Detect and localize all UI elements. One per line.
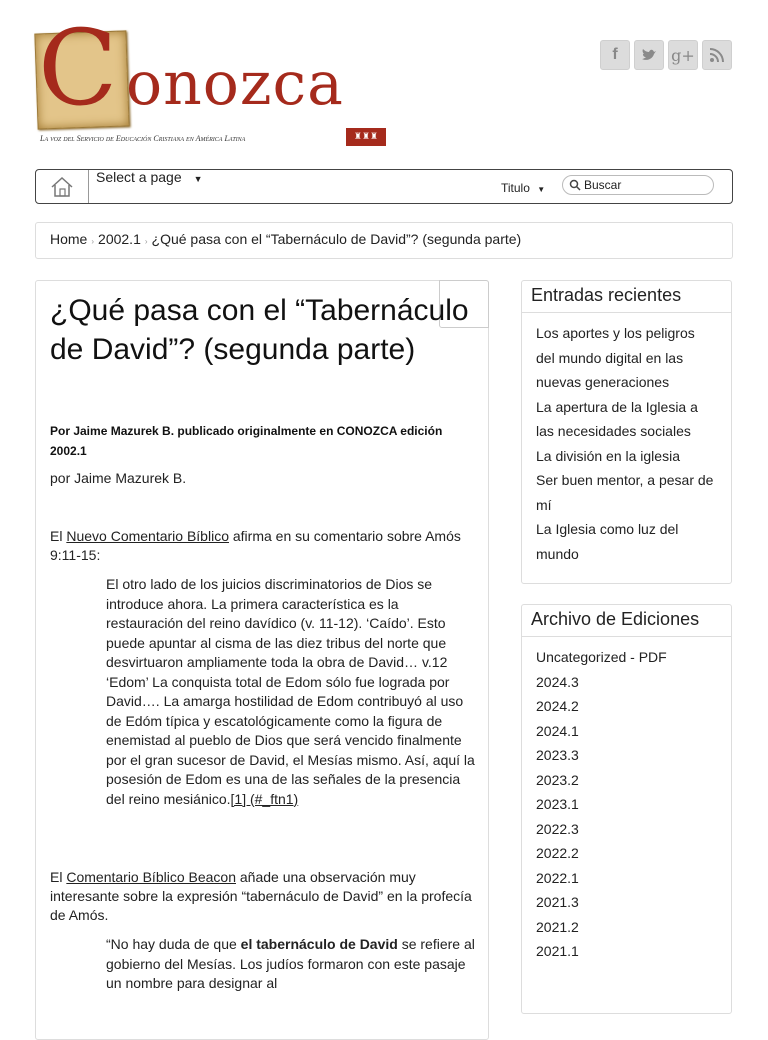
chevron-down-icon: ▼: [537, 185, 546, 194]
main-nav: [35, 169, 733, 204]
archive-item[interactable]: 2024.3: [536, 673, 579, 690]
recent-posts-widget: [521, 280, 732, 584]
facebook-icon[interactable]: f: [600, 40, 630, 70]
archive-item[interactable]: 2023.1: [536, 796, 579, 812]
twitter-icon[interactable]: [634, 40, 664, 70]
article-quote-2: [106, 935, 476, 994]
quote-text: se refiere al gobierno del Mesías. Los judíos formaron con este pasaje un nombre para designar al: [106, 936, 475, 991]
chevron-down-icon: ▼: [193, 174, 203, 184]
breadcrumb-current: ¿Qué pasa con el “Tabernáculo de David”? (segunda parte): [151, 231, 522, 247]
beacon-comentario-link[interactable]: Comentario Bíblico Beacon: [66, 869, 236, 885]
breadcrumb-home-link[interactable]: Home: [50, 231, 88, 247]
recent-post-link[interactable]: Los aportes y los peligros del mundo digital en las nuevas generaciones: [536, 325, 695, 390]
archive-item[interactable]: 2022.2: [536, 845, 579, 861]
breadcrumb-separator-icon: ›: [144, 237, 148, 246]
breadcrumb: [35, 222, 733, 259]
search-input[interactable]: [562, 175, 714, 195]
recent-post-link[interactable]: Ser buen mentor, a pesar de mí: [536, 472, 714, 513]
paragraph-text: El: [50, 869, 67, 885]
recent-post-link[interactable]: La Iglesia como luz del mundo: [536, 521, 679, 562]
quote-text: El otro lado de los juicios discriminatorios de Dios se introduce ahora. La primera característica es la restauración del reino davídico (v. 11-12). ‘Caído’. Esto puede apuntar al cisma de las diez tribus del norte que desvirtuaron ampliamente toda la obra de David… v.12 ‘Edom’ La conquista total de Edom sólo fue lograda por David…. La amarga hostilidad de Edom contribuyó al uso de Edóm típica y escatológicamente como la figura de enemistad al pueblo de Dios que será vencido finalmente por el gran sucesor de David, el Mesías mismo. Así, aquí la posesión de Edom es una de las señales de la presencia del reino mesiánico.: [106, 576, 475, 807]
recent-posts-list: [522, 313, 731, 574]
archive-item[interactable]: 2023.3: [536, 747, 579, 763]
rss-icon[interactable]: [702, 40, 732, 70]
archive-item[interactable]: 2021.3: [536, 894, 579, 910]
archive-item[interactable]: 2024.1: [536, 722, 579, 739]
archive-list: [522, 637, 731, 972]
search-scope-label: Titulo: [501, 181, 530, 195]
archive-item[interactable]: 2022.1: [536, 869, 579, 886]
nuevo-comentario-link[interactable]: Nuevo Comentario Bíblico: [66, 528, 229, 544]
paragraph-text: añade una observación muy interesante sobre la expresión “tabernáculo de David” en la profecía de Amós.: [50, 869, 472, 923]
search-placeholder: Buscar: [584, 178, 622, 192]
archive-item[interactable]: 2021.2: [536, 918, 579, 935]
recent-post-link[interactable]: La división en la iglesia: [536, 447, 680, 464]
article-author: por Jaime Mazurek B.: [50, 470, 187, 486]
logo-wordmark: onozca: [126, 49, 344, 119]
article-paragraph-2: [50, 868, 480, 925]
article-byline: Por Jaime Mazurek B. publicado originalmente en CONOZCA edición 2002.1: [50, 424, 443, 458]
breadcrumb-separator-icon: ›: [91, 237, 95, 246]
paragraph-text: El: [50, 528, 67, 544]
home-button[interactable]: [36, 170, 89, 203]
archive-item[interactable]: 2021.1: [536, 943, 579, 959]
article: [35, 280, 489, 1040]
recent-post-link[interactable]: La apertura de la Iglesia a las necesidades sociales: [536, 398, 698, 439]
page-title: ¿Qué pasa con el “Tabernáculo de David”? (segunda parte): [50, 294, 469, 366]
site-logo[interactable]: [34, 7, 394, 150]
archive-item[interactable]: 2024.2: [536, 698, 579, 714]
article-quote-1: [106, 575, 476, 809]
archive-widget: [521, 604, 732, 1014]
logo-tagline: La voz del Servicio de Educación Cristiana en América Latina: [40, 134, 246, 143]
google-plus-icon[interactable]: g+: [668, 40, 698, 70]
logo-seal-icon: ♜♜♜: [346, 128, 386, 146]
archive-item[interactable]: Uncategorized - PDF: [536, 649, 667, 665]
home-icon: [49, 175, 75, 199]
archive-item[interactable]: 2023.2: [536, 771, 579, 788]
article-paragraph-1: [50, 527, 480, 565]
search-icon: [569, 179, 581, 191]
footnote-link[interactable]: [1] (#_ftn1): [230, 790, 299, 807]
archive-title: Archivo de Ediciones: [522, 605, 731, 637]
paragraph-text: afirma en su comentario sobre Amós 9:11-15:: [50, 528, 461, 563]
page-select[interactable]: [96, 169, 203, 185]
recent-posts-title: Entradas recientes: [522, 281, 731, 313]
quote-bold-text: el tabernáculo de David: [240, 936, 398, 952]
page-select-label: Select a page: [96, 169, 182, 185]
archive-item[interactable]: 2022.3: [536, 820, 579, 837]
search-scope-select[interactable]: [501, 181, 545, 195]
breadcrumb-section-link[interactable]: 2002.1: [98, 231, 141, 247]
quote-text: “No hay duda de que: [106, 936, 241, 952]
social-links: [600, 40, 732, 70]
logo-initial: C: [38, 7, 118, 129]
